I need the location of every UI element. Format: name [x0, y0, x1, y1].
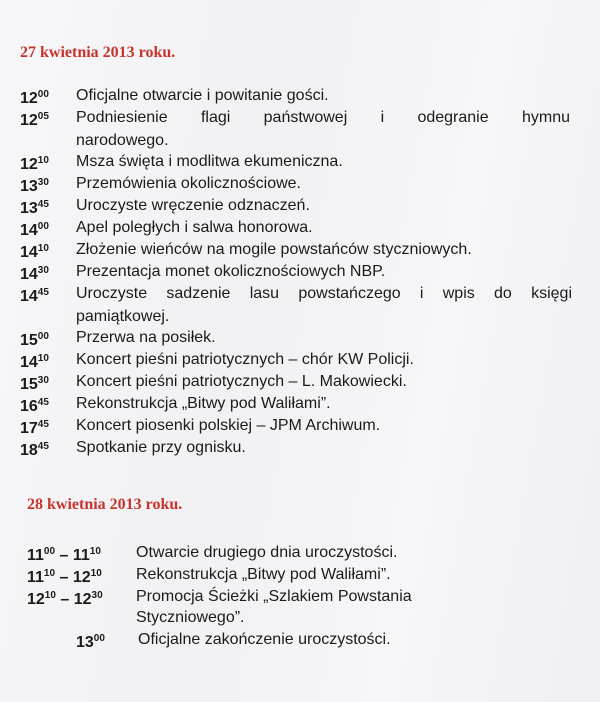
event-text-continued: Styczniowego”.: [136, 609, 245, 626]
event-text-continued: narodowego.: [76, 132, 169, 149]
event-text: Oficjalne otwarcie i powitanie gości.: [76, 87, 329, 104]
event-text: Przerwa na posiłek.: [76, 329, 216, 346]
event-time: $16^{45}$: [20, 397, 49, 415]
event-text: Koncert pieśni patriotycznych – chór KW Policji.: [76, 351, 414, 368]
event-time: $14^{10}$: [20, 353, 49, 371]
event-time: $12^{10}$: [20, 155, 49, 173]
event-time: $15^{30}$: [20, 375, 49, 393]
day1-date-heading: 27 kwietnia 2013 roku.: [20, 44, 176, 61]
event-text: Promocja Ścieżki „Szlakiem Powstania: [136, 588, 412, 605]
event-time: $14^{00}$: [20, 221, 49, 239]
event-text: Oficjalne zakończenie uroczystości.: [138, 631, 391, 648]
event-time: $14^{30}$: [20, 265, 49, 283]
event-time: $13^{45}$: [20, 199, 49, 217]
event-text: Uroczyste sadzenie lasu powstańczego i wpis do księgi: [76, 285, 572, 302]
event-text: Przemówienia okolicznościowe.: [76, 175, 301, 192]
event-text: Koncert piosenki polskiej – JPM Archiwum.: [76, 417, 381, 434]
event-text: Apel poległych i salwa honorowa.: [76, 219, 313, 236]
event-time: $15^{00}$: [20, 331, 49, 349]
event-time: $17^{45}$: [20, 419, 49, 437]
event-text-continued: pamiątkowej.: [76, 308, 170, 325]
event-time-range: $12^{10} - 12^{30}$: [27, 590, 103, 608]
event-time: $12^{05}$: [20, 111, 49, 129]
event-text: Prezentacja monet okolicznościowych NBP.: [76, 263, 386, 280]
event-text: Uroczyste wręczenie odznaczeń.: [76, 197, 310, 214]
event-text: Rekonstrukcja „Bitwy pod Waliłami”.: [136, 566, 391, 583]
event-text: Koncert pieśni patriotycznych – L. Makowiecki.: [76, 373, 407, 390]
day2-date-heading: 28 kwietnia 2013 roku.: [27, 496, 183, 513]
event-text: Złożenie wieńców na mogile powstańców styczniowych.: [76, 241, 472, 258]
event-time: $14^{45}$: [20, 287, 49, 305]
event-time: $13^{30}$: [20, 177, 49, 195]
event-text: Spotkanie przy ognisku.: [76, 439, 246, 456]
event-text: Otwarcie drugiego dnia uroczystości.: [136, 544, 398, 561]
event-text: Msza święta i modlitwa ekumeniczna.: [76, 153, 343, 170]
event-text: Podniesienie flagi państwowej i odegranie hymnu: [76, 109, 570, 126]
event-time: $13^{00}$: [76, 633, 105, 651]
event-time: $14^{10}$: [20, 243, 49, 261]
event-time-range: $11^{00} - 11^{10}$: [27, 546, 101, 564]
event-text: Rekonstrukcja „Bitwy pod Waliłami”.: [76, 395, 331, 412]
event-time: $18^{45}$: [20, 441, 49, 459]
event-time: $12^{00}$: [20, 89, 49, 107]
event-time-range: $11^{10} - 12^{10}$: [27, 568, 102, 586]
